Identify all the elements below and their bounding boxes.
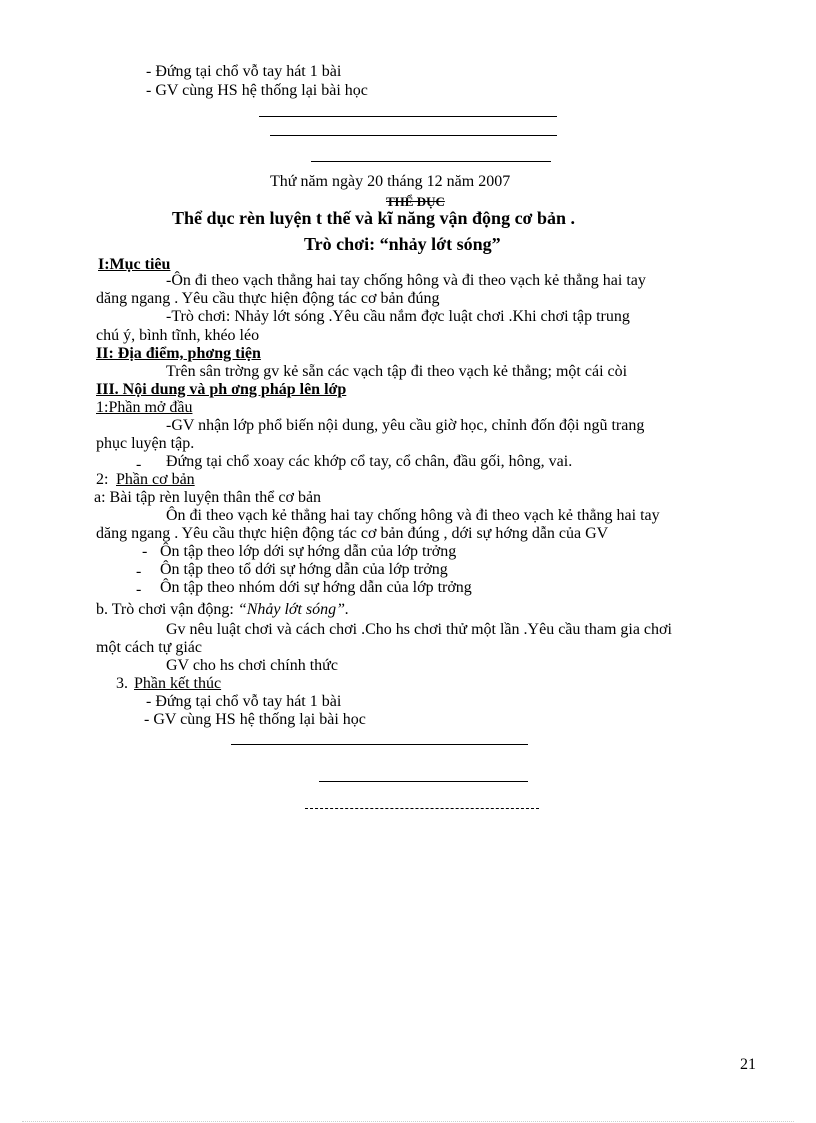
divider-6 bbox=[305, 808, 539, 809]
section-heading-location: II: Địa điểm, phơng tiện bbox=[96, 345, 261, 362]
bullet-dash: - bbox=[142, 543, 148, 560]
game-title: Trò chơi: “nhảy lớt sóng” bbox=[304, 234, 501, 254]
divider-5 bbox=[319, 781, 528, 782]
closing-line-2: - GV cùng HS hệ thống lại bài học bbox=[146, 82, 368, 99]
lesson-title: Thể dục rèn luyện t thế và kĩ năng vận động cơ bản . bbox=[172, 208, 576, 228]
paragraph: -Trò chơi: Nhảy lớt sóng .Yêu cầu nắm đợc luật chơi .Khi chơi tập trung bbox=[166, 308, 630, 325]
paragraph: phục luyện tập. bbox=[96, 435, 195, 452]
part-heading-main: Phần cơ bản bbox=[116, 471, 195, 488]
list-item: Ôn tập theo lớp dới sự hớng dẫn của lớp trởng bbox=[160, 543, 457, 560]
divider-2 bbox=[270, 135, 557, 136]
paragraph: -Ôn đi theo vạch thẳng hai tay chống hông và đi theo vạch kẻ thẳng hai tay bbox=[166, 272, 646, 289]
paragraph: dăng ngang . Yêu cầu thực hiện động tác cơ bản đúng bbox=[96, 290, 440, 307]
paragraph: -GV nhận lớp phổ biến nội dung, yêu cầu giờ học, chỉnh đốn đội ngũ trang bbox=[166, 417, 645, 434]
paragraph: chú ý, bình tĩnh, khéo léo bbox=[96, 327, 260, 344]
paragraph: dăng ngang . Yêu cầu thực hiện động tác cơ bản đúng , dới sự hớng dẫn của GV bbox=[96, 525, 609, 542]
section-heading-objectives: I:Mục tiêu bbox=[98, 256, 171, 273]
bullet-dash: - bbox=[136, 456, 142, 473]
divider-3 bbox=[311, 161, 551, 162]
bullet-dash: - bbox=[136, 581, 142, 598]
subsection-heading-b bbox=[96, 601, 349, 619]
lesson-date: Thứ năm ngày 20 tháng 12 năm 2007 bbox=[270, 173, 511, 190]
page-number: 21 bbox=[740, 1056, 756, 1073]
divider-4 bbox=[231, 744, 528, 745]
paragraph: GV cho hs chơi chính thức bbox=[166, 657, 338, 674]
paragraph: Gv nêu luật chơi và cách chơi .Cho hs chơi thử một lần .Yêu cầu tham gia chơi bbox=[166, 621, 672, 638]
closing-line-2: - GV cùng HS hệ thống lại bài học bbox=[144, 711, 366, 728]
closing-line-1: - Đứng tại chổ vỗ tay hát 1 bài bbox=[146, 63, 342, 80]
paragraph: một cách tự giác bbox=[96, 639, 202, 656]
list-item: Ôn tập theo nhóm dới sự hớng dẫn của lớp trởng bbox=[160, 579, 472, 596]
paragraph: Ôn đi theo vạch kẻ thẳng hai tay chống hông và đi theo vạch kẻ thẳng hai tay bbox=[166, 507, 660, 524]
list-item: Ôn tập theo tổ dới sự hớng dẫn của lớp trởng bbox=[160, 561, 448, 578]
page-edge bbox=[22, 1121, 794, 1122]
game-name: “Nhảy lớt sóng”. bbox=[237, 601, 350, 618]
part-number: 2: bbox=[96, 471, 109, 488]
section-heading-content: III. Nội dung và ph ơng pháp lên lớp bbox=[96, 381, 347, 398]
part-heading-opening: 1:Phần mở đầu bbox=[96, 399, 193, 416]
paragraph: Trên sân trờng gv kẻ sẵn các vạch tập đi theo vạch kẻ thẳng; một cái còi bbox=[166, 363, 628, 380]
subsection-heading-a: a: Bài tập rèn luyện thân thể cơ bản bbox=[94, 489, 322, 506]
divider-1 bbox=[259, 116, 557, 117]
part-heading-closing: Phần kết thúc bbox=[134, 675, 222, 692]
subject-label: THỂ DỤC bbox=[386, 194, 445, 209]
game-label: b. Trò chơi vận động: bbox=[96, 601, 238, 618]
part-number: 3. bbox=[116, 675, 128, 692]
bullet-dash: - bbox=[136, 563, 142, 580]
paragraph: Đứng tại chổ xoay các khớp cổ tay, cổ chân, đầu gối, hông, vai. bbox=[166, 453, 573, 470]
closing-line-1: - Đứng tại chổ vỗ tay hát 1 bài bbox=[146, 693, 342, 710]
